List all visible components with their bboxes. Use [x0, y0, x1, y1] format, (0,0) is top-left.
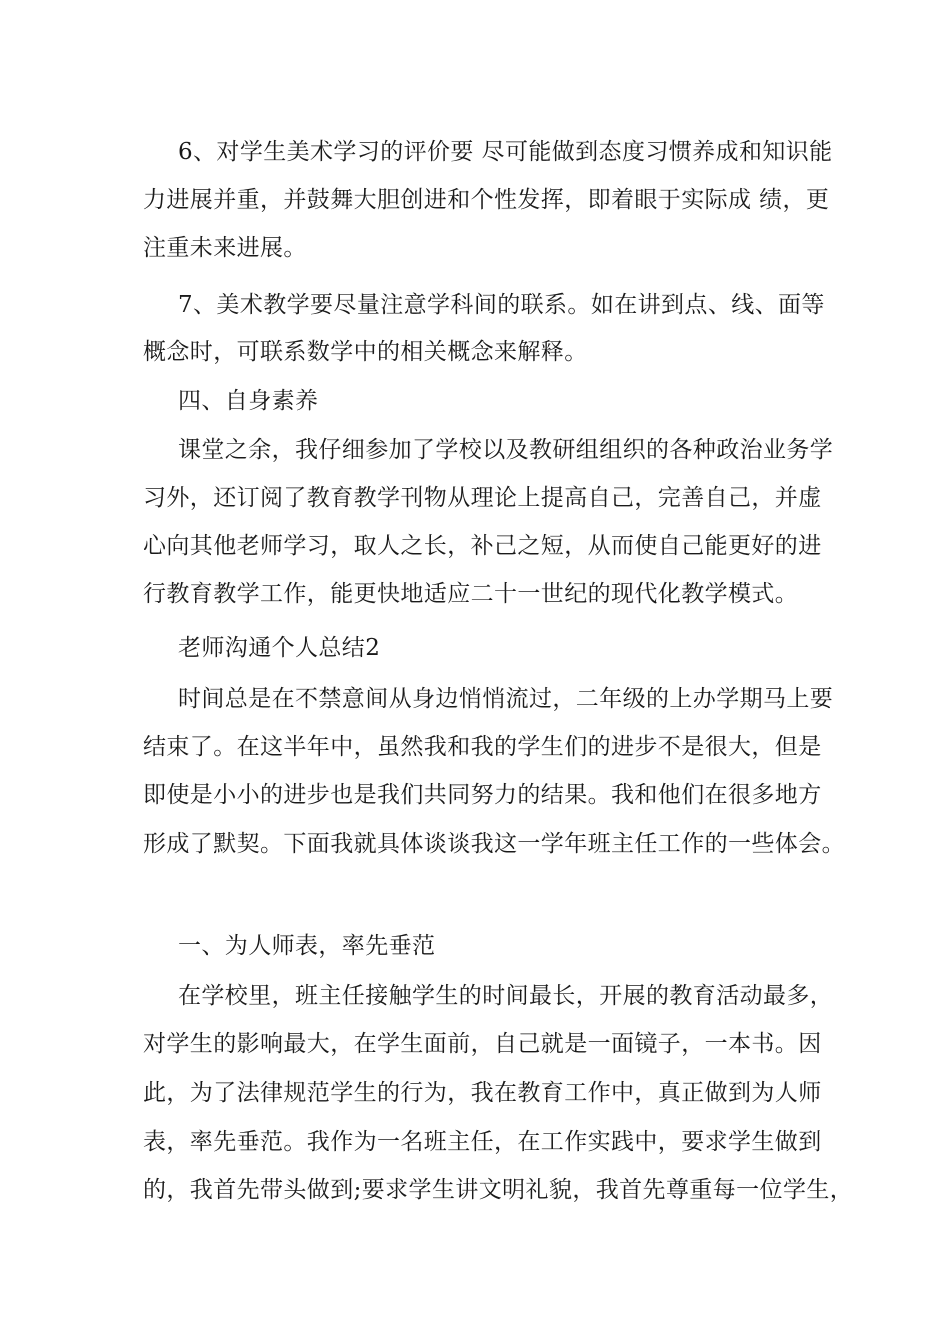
text-line: 力进展并重，并鼓舞大胆创进和个性发挥，即着眼于实际成 绩，更: [143, 187, 830, 213]
text-line: 心向其他老师学习，取人之长，补己之短，从而使自己能更好的进: [143, 533, 822, 559]
text-line: 7、美术教学要尽量注意学科间的联系。如在讲到点、线、面等: [178, 292, 825, 318]
text-line: 在学校里，班主任接触学生的时间最长，开展的教育活动最多，: [178, 983, 834, 1009]
text-line: 形成了默契。下面我就具体谈谈我这一学年班主任工作的一些体会。: [143, 831, 845, 857]
article-title: 老师沟通个人总结2: [178, 635, 381, 661]
text-line: 表，率先垂范。我作为一名班主任，在工作实践中，要求学生做到: [143, 1129, 822, 1155]
text-line: 课堂之余，我仔细参加了学校以及教研组组织的各种政治业务学: [178, 437, 834, 463]
text-line: 即使是小小的进步也是我们共同努力的结果。我和他们在很多地方: [143, 782, 822, 808]
section-heading: 一、为人师表，率先垂范: [178, 933, 436, 959]
text-line: 结束了。在这半年中，虽然我和我的学生们的进步不是很大，但是: [143, 734, 822, 760]
text-line: 对学生的影响最大，在学生面前，自己就是一面镜子，一本书。因: [143, 1031, 822, 1057]
text-line: 6、对学生美术学习的评价要 尽可能做到态度习惯养成和知识能: [178, 139, 833, 165]
text-line: 注重未来进展。: [143, 235, 307, 261]
text-line: 习外，还订阅了教育教学刊物从理论上提高自己，完善自己，并虚: [143, 485, 822, 511]
text-line: 行教育教学工作，能更快地适应二十一世纪的现代化教学模式。: [143, 581, 799, 607]
text-line: 时间总是在不禁意间从身边悄悄流过，二年级的上办学期马上要: [178, 686, 834, 712]
text-line: 概念时，可联系数学中的相关概念来解释。: [143, 339, 588, 365]
text-line: 的，我首先带头做到;要求学生讲文明礼貌，我首先尊重每一位学生，: [143, 1177, 854, 1203]
text-line: 此，为了法律规范学生的行为，我在教育工作中，真正做到为人师: [143, 1080, 822, 1106]
section-heading: 四、自身素养: [178, 388, 319, 414]
